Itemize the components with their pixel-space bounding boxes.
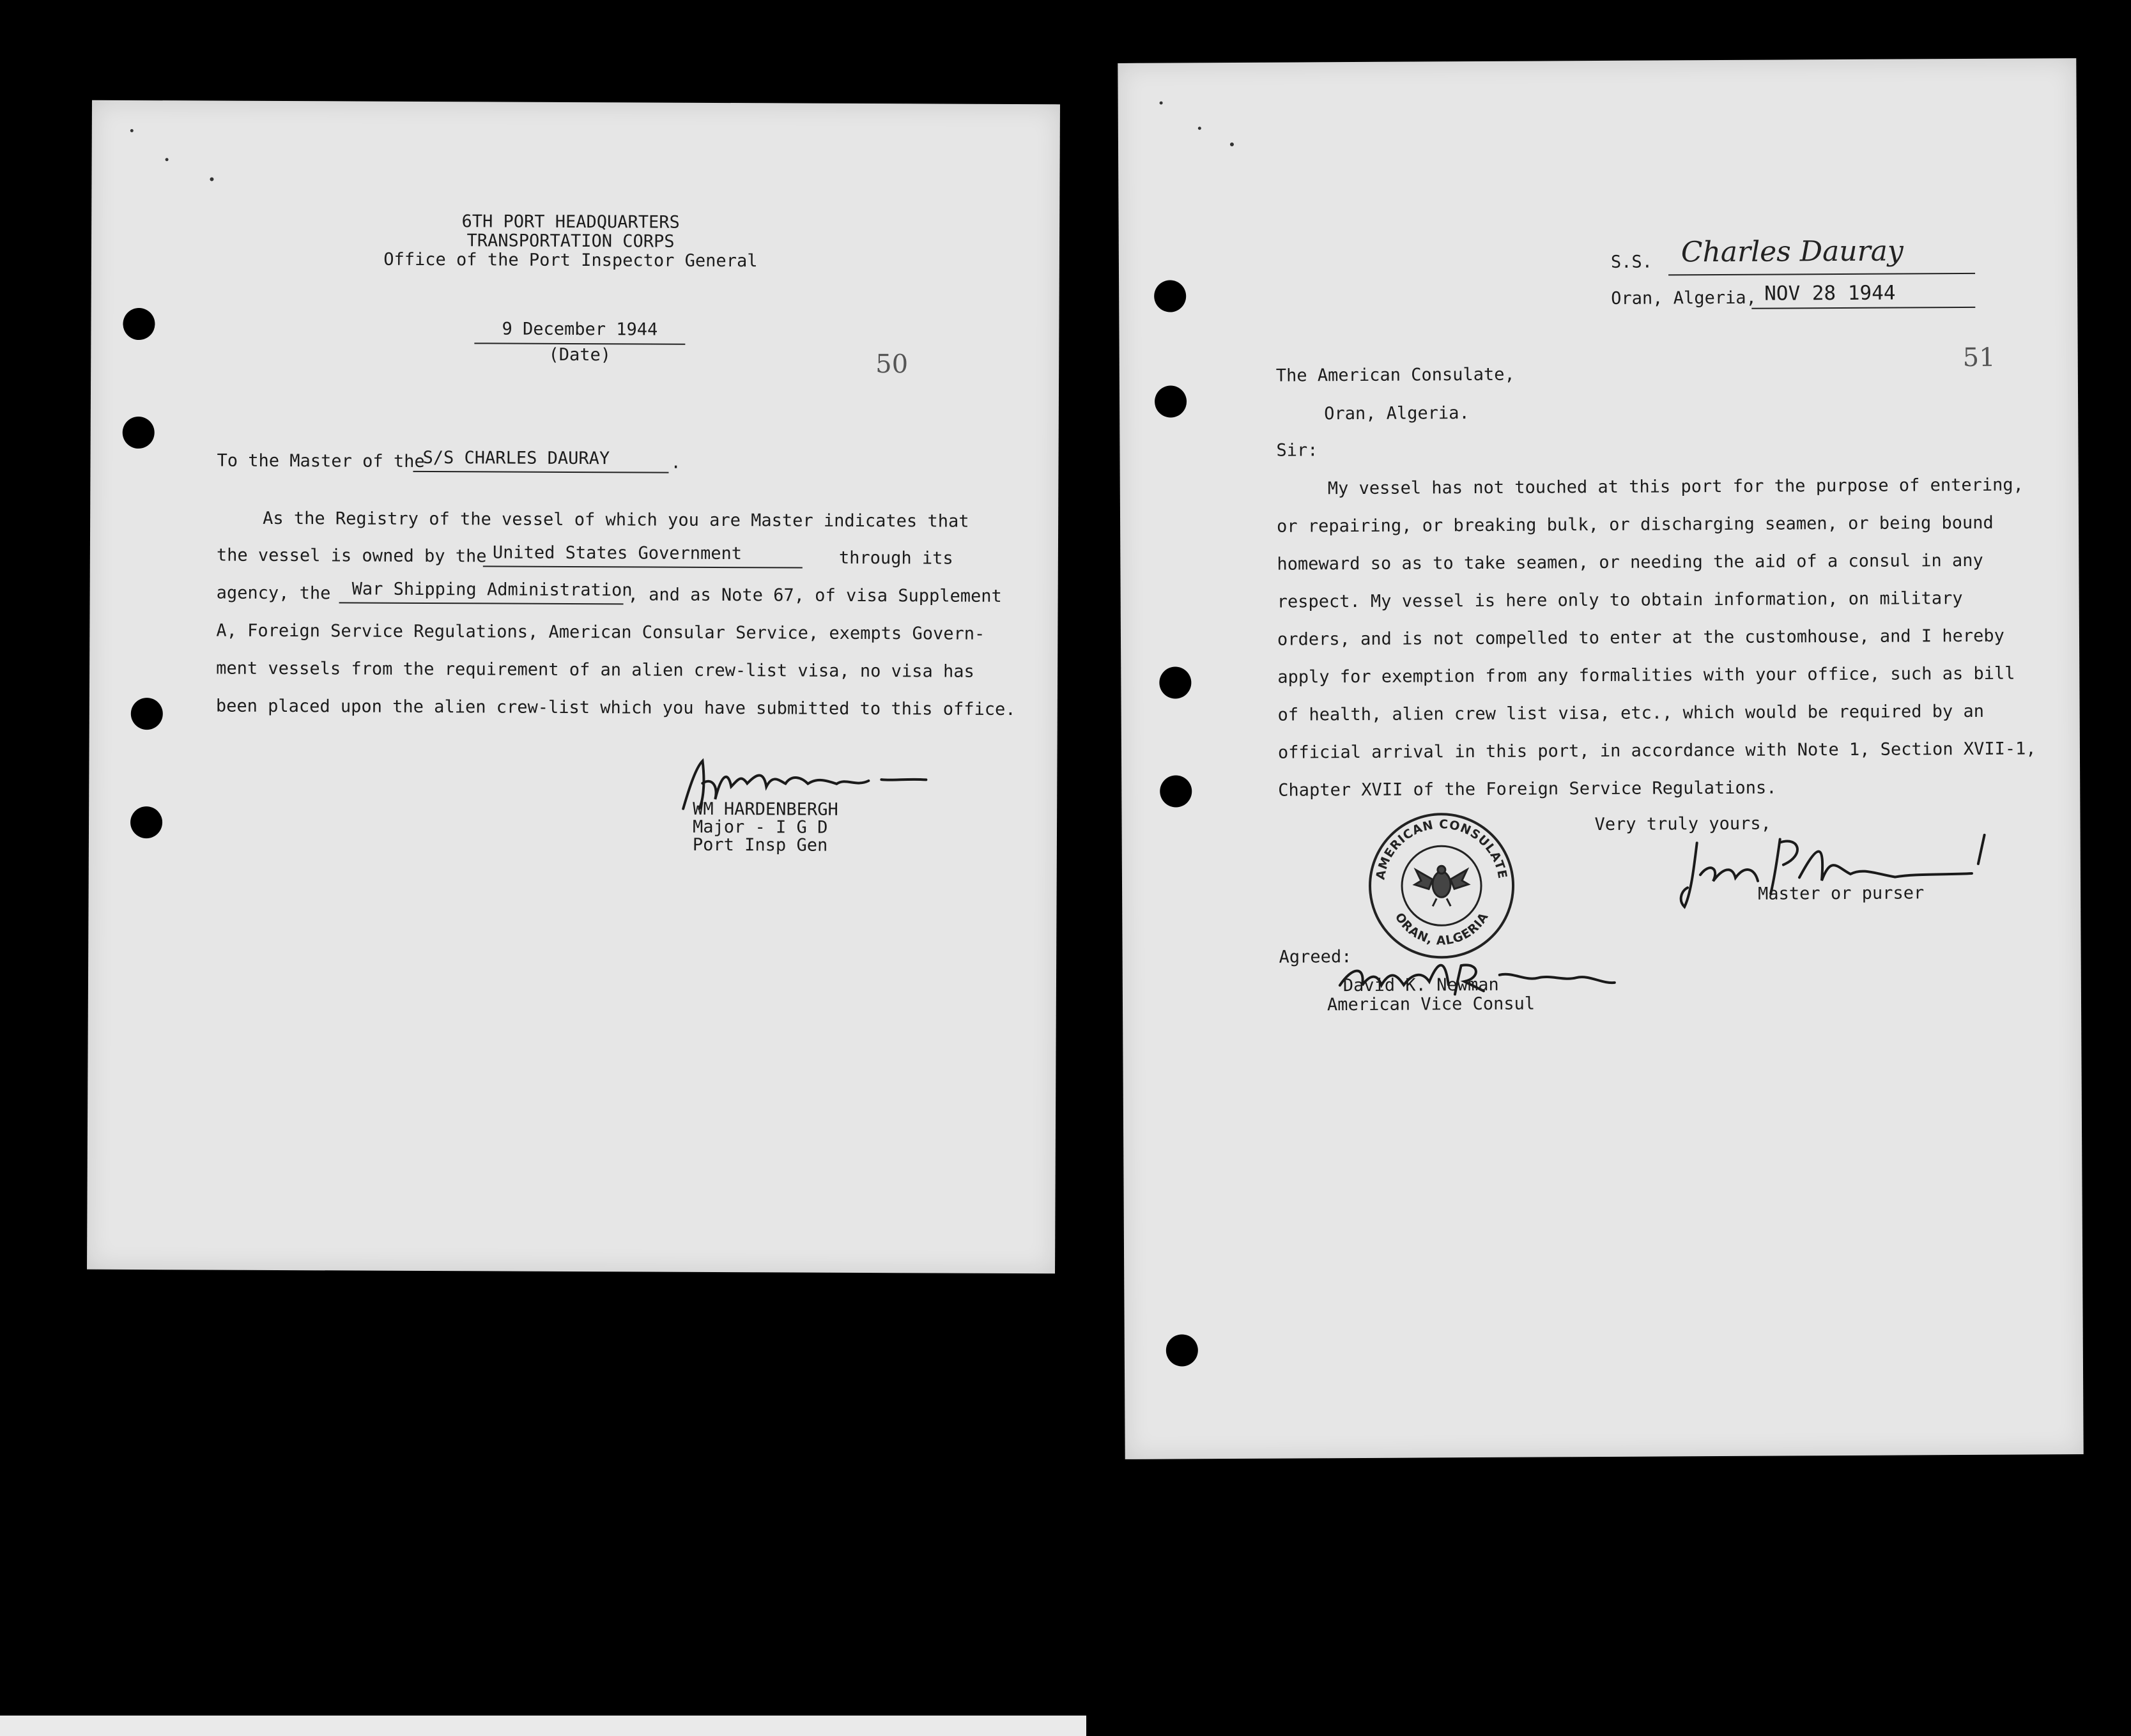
punch-hole (131, 698, 163, 730)
closing: Very truly yours, (1594, 813, 1771, 835)
punch-hole (123, 308, 155, 340)
body-line-2a: the vessel is owned by the (216, 545, 487, 567)
body-line: official arrival in this port, in accordance with Note 1, Section XVII-1, (1277, 739, 2036, 763)
owner-underline (483, 565, 803, 568)
speck (210, 178, 213, 181)
speck (1160, 102, 1163, 105)
vessel-name-field: S/S CHARLES DAURAY (422, 447, 610, 469)
signer-role: Master or purser (1758, 883, 1925, 904)
vessel-prefix: S.S. (1610, 252, 1653, 272)
body-line-3b: , and as Note 67, of visa Supplement (627, 585, 1002, 606)
punch-hole (1160, 775, 1192, 807)
punch-hole (1159, 666, 1191, 698)
to-master-prefix: To the Master of the (217, 450, 425, 472)
adjacent-page-edge (0, 1716, 1086, 1736)
punch-hole (1155, 385, 1187, 417)
speck (1198, 127, 1201, 130)
left-letter-page (87, 100, 1060, 1274)
to-master-suffix: . (670, 452, 681, 473)
svg-text:ORAN, ALGERIA: ORAN, ALGERIA (1392, 910, 1491, 948)
vessel-handwritten-underline (1668, 273, 1975, 276)
body-line-3a: agency, the (216, 583, 331, 604)
body-line-5: ment vessels from the requirement of an alien crew-list visa, no visa has (216, 658, 974, 682)
body-line: or repairing, or breaking bulk, or discharging seamen, or being bound (1277, 512, 1994, 537)
vessel-underline (413, 471, 668, 473)
addressee: The American Consulate, (1275, 364, 1515, 386)
consulate-seal (1364, 809, 1518, 963)
body-line: of health, alien crew list visa, etc., which would be required by an (1277, 701, 1985, 725)
consul-title: American Vice Consul (1327, 994, 1535, 1015)
agreed-label: Agreed: (1279, 947, 1352, 967)
speck (1230, 142, 1234, 146)
salutation: Sir: (1276, 440, 1318, 461)
place-label: Oran, Algeria, (1611, 288, 1757, 309)
page-number: 51 (1962, 342, 1996, 373)
body-line-6: been placed upon the alien crew-list which you have submitted to this office. (215, 696, 1016, 720)
body-line-1: As the Registry of the vessel of which you are Master indicates that (263, 508, 969, 532)
body-line: My vessel has not touched at this port for the purpose of entering, (1327, 475, 2024, 499)
body-line: homeward so as to take seamen, or needing the aid of a consul in any (1277, 550, 1983, 574)
body-line-2b: through its (838, 548, 953, 569)
address-city: Oran, Algeria. (1324, 403, 1470, 424)
header-line-3: Office of the Port Inspector General (383, 249, 758, 272)
vessel-handwritten: Charles Dauray (1681, 234, 1904, 269)
punch-hole (1166, 1334, 1198, 1366)
date-value: 9 December 1944 (502, 319, 658, 340)
header-line-2: TRANSPORTATION CORPS (466, 231, 675, 252)
agency-underline (339, 602, 624, 604)
right-letter-page (1118, 58, 2083, 1459)
body-line: orders, and is not compelled to enter at the customhouse, and I hereby (1277, 626, 2004, 650)
punch-hole (1154, 280, 1186, 312)
punch-hole (123, 417, 155, 449)
date-stamp: NOV 28 1944 (1764, 281, 1896, 305)
date-underline (1751, 307, 1975, 309)
signer-title: Port Insp Gen (692, 834, 828, 856)
date-label: (Date) (548, 344, 612, 365)
consul-name: David K. Newman (1342, 974, 1499, 996)
agency-field: War Shipping Administration (351, 579, 633, 601)
signer-rank: Major - I G D (692, 817, 828, 838)
speck (165, 158, 169, 161)
page-number: 50 (875, 350, 909, 380)
body-line: Chapter XVII of the Foreign Service Regulations. (1278, 778, 1777, 801)
punch-hole (130, 806, 162, 838)
header-line-1: 6TH PORT HEADQUARTERS (461, 211, 680, 233)
body-line: respect. My vessel is here only to obtain information, on military (1277, 588, 1963, 612)
owner-field: United States Government (492, 542, 742, 564)
body-line-4: A, Foreign Service Regulations, American Consular Service, exempts Govern- (216, 620, 985, 644)
svg-text:AMERICAN CONSULATE: AMERICAN CONSULATE (1373, 817, 1510, 881)
speck (130, 129, 134, 132)
signer-name: WM HARDENBERGH (693, 799, 838, 820)
body-line: apply for exemption from any formalities with your office, such as bill (1277, 663, 2015, 687)
